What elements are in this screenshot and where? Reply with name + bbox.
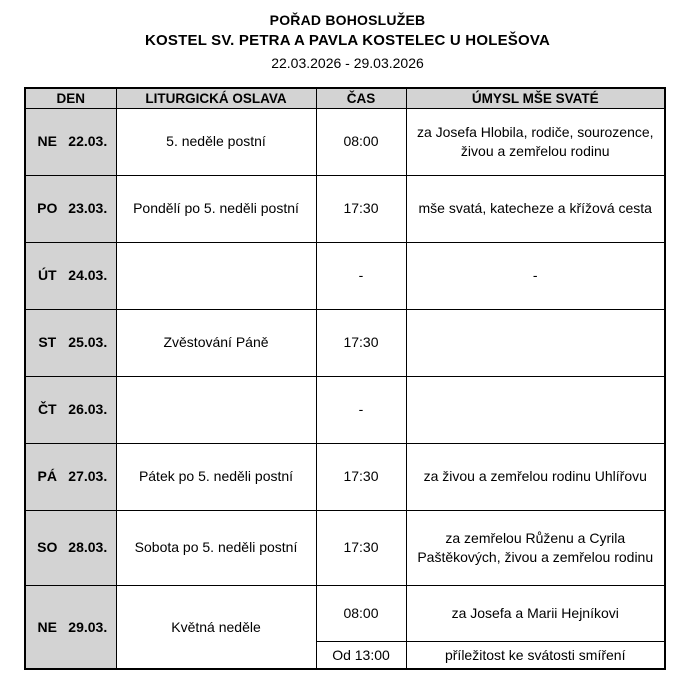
- day-date: 23.03.: [68, 200, 108, 217]
- day-cell: [25, 175, 116, 242]
- celebration-cell: 5. neděle postní: [116, 108, 316, 175]
- day-abbreviation: ÚT: [37, 267, 57, 284]
- time-cell: 08:00: [316, 585, 406, 641]
- intention-cell: mše svatá, katecheze a křížová cesta: [406, 175, 665, 242]
- day-abbreviation: NE: [37, 133, 57, 150]
- intention-cell: [406, 376, 665, 443]
- date-range: 22.03.2026 - 29.03.2026: [271, 55, 424, 72]
- column-header-day: DEN: [25, 88, 116, 108]
- intention-cell: -: [406, 242, 665, 309]
- day-abbreviation: NE: [37, 618, 57, 635]
- celebration-cell: Sobota po 5. neděli postní: [116, 510, 316, 585]
- day-abbreviation: ČT: [37, 401, 57, 418]
- day-cell: [25, 309, 116, 376]
- day-date: 26.03.: [68, 401, 108, 418]
- column-header-intention: ÚMYSL MŠE SVATÉ: [406, 88, 665, 108]
- document-header: [0, 10, 695, 73]
- intention-cell: příležitost ke svátosti smíření: [406, 641, 665, 669]
- day-date: 28.03.: [68, 539, 108, 556]
- day-cell: [25, 585, 116, 669]
- schedule-table: [24, 87, 666, 670]
- table-row: [25, 585, 665, 641]
- time-cell: 17:30: [316, 443, 406, 510]
- day-date: 22.03.: [68, 133, 108, 150]
- day-date: 25.03.: [68, 334, 108, 351]
- day-cell: [25, 376, 116, 443]
- day-cell: [25, 242, 116, 309]
- time-cell: 17:30: [316, 309, 406, 376]
- day-abbreviation: PO: [37, 200, 58, 217]
- celebration-cell: Zvěstování Páně: [116, 309, 316, 376]
- church-name: KOSTEL SV. PETRA A PAVLA KOSTELEC U HOLEŠOVA: [145, 32, 550, 50]
- day-cell: [25, 510, 116, 585]
- table-row: [25, 242, 665, 309]
- table-row: [25, 443, 665, 510]
- celebration-cell: [116, 376, 316, 443]
- table-row: [25, 510, 665, 585]
- intention-cell: [406, 309, 665, 376]
- day-abbreviation: ST: [38, 334, 57, 351]
- table-row: [25, 376, 665, 443]
- time-cell: 08:00: [316, 108, 406, 175]
- table-header-row: [25, 88, 665, 108]
- day-cell: [25, 108, 116, 175]
- time-cell: -: [316, 376, 406, 443]
- table-row: [25, 108, 665, 175]
- day-abbreviation: SO: [37, 539, 58, 556]
- column-header-time: ČAS: [316, 88, 406, 108]
- day-date: 29.03.: [68, 618, 108, 635]
- intention-cell: za Josefa a Marii Hejníkovi: [406, 585, 665, 641]
- intention-cell: za Josefa Hlobila, rodiče, sourozence, živou a zemřelou rodinu: [406, 108, 665, 175]
- day-abbreviation: PÁ: [37, 468, 57, 485]
- table-row: [25, 309, 665, 376]
- time-cell: -: [316, 242, 406, 309]
- time-cell: Od 13:00: [316, 641, 406, 669]
- celebration-cell: [116, 242, 316, 309]
- celebration-cell: Pátek po 5. neděli postní: [116, 443, 316, 510]
- day-date: 24.03.: [68, 267, 108, 284]
- time-cell: 17:30: [316, 175, 406, 242]
- intention-cell: za zemřelou Růženu a Cyrila Paštěkových, živou a zemřelou rodinu: [406, 510, 665, 585]
- page-title: POŘAD BOHOSLUŽEB: [269, 12, 426, 28]
- celebration-cell: Pondělí po 5. neděli postní: [116, 175, 316, 242]
- intention-cell: za živou a zemřelou rodinu Uhlířovu: [406, 443, 665, 510]
- time-cell: 17:30: [316, 510, 406, 585]
- column-header-celebration: LITURGICKÁ OSLAVA: [116, 88, 316, 108]
- day-cell: [25, 443, 116, 510]
- day-date: 27.03.: [68, 468, 108, 485]
- celebration-cell: Květná neděle: [116, 585, 316, 669]
- table-row: [25, 175, 665, 242]
